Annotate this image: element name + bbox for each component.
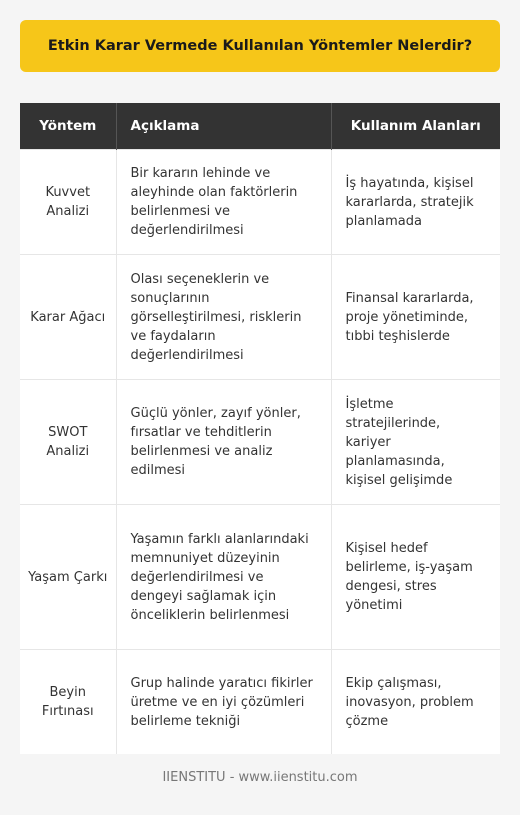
footer-credit: IIENSTITU - www.iienstitu.com [162,770,358,785]
description-cell: Güçlü yönler, zayıf yönler, fırsatlar ve tehditlerin belirlenmesi ve analiz edilmesi [116,380,331,505]
usage-cell: Ekip çalışması, inovasyon, problem çözme [331,650,500,755]
method-cell: Kuvvet Analizi [20,150,116,255]
table-row [20,255,500,380]
header-usage: Kullanım Alanları [331,103,500,150]
usage-cell: İş hayatında, kişisel kararlarda, stratejik planlamada [331,150,500,255]
header-description: Açıklama [116,103,331,150]
table-row [20,150,500,255]
table-row [20,380,500,505]
table-row [20,650,500,755]
method-cell: Yaşam Çarkı [20,505,116,650]
description-cell: Yaşamın farklı alanlarındaki memnuniyet düzeyinin değerlendirilmesi ve dengeyi sağlamak için önceliklerin belirlenmesi [116,505,331,650]
description-cell: Bir kararın lehinde ve aleyhinde olan faktörlerin belirlenmesi ve değerlendirilmesi [116,150,331,255]
header-method: Yöntem [20,103,116,150]
table-header-row [20,103,500,150]
method-cell: Beyin Fırtınası [20,650,116,755]
usage-cell: Finansal kararlarda, proje yönetiminde, tıbbi teşhislerde [331,255,500,380]
method-cell: Karar Ağacı [20,255,116,380]
usage-cell: İşletme stratejilerinde, kariyer planlamasında, kişisel gelişimde [331,380,500,505]
method-cell: SWOT Analizi [20,380,116,505]
description-cell: Olası seçeneklerin ve sonuçlarının görselleştirilmesi, risklerin ve faydaların değerlendirilmesi [116,255,331,380]
usage-cell: Kişisel hedef belirleme, iş-yaşam dengesi, stres yönetimi [331,505,500,650]
page-title: Etkin Karar Vermede Kullanılan Yöntemler Nelerdir? [20,20,500,72]
description-cell: Grup halinde yaratıcı fikirler üretme ve en iyi çözümleri belirleme tekniği [116,650,331,755]
table-row [20,505,500,650]
methods-table [20,103,500,754]
